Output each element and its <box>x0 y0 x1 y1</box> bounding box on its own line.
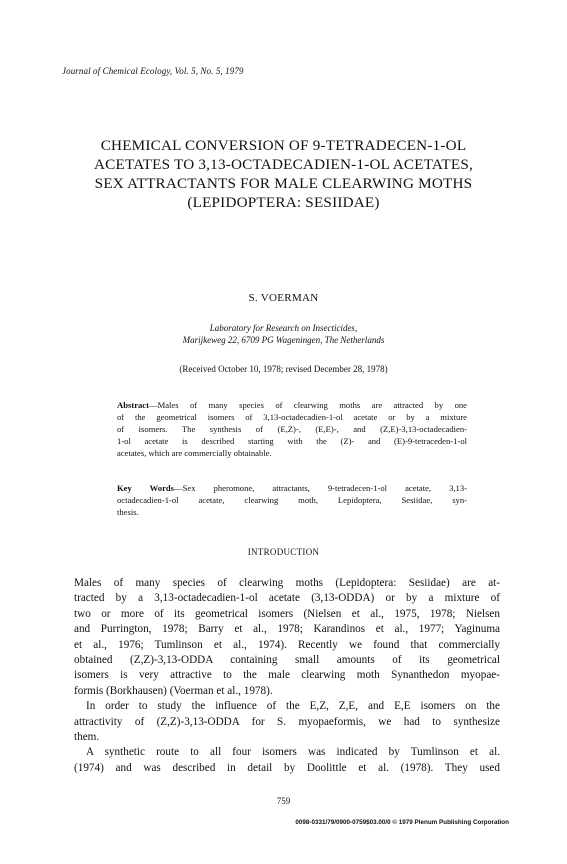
affiliation-line: Marijkeweg 22, 6709 PG Wageningen, The Netherlands <box>182 335 385 345</box>
body-text <box>74 576 500 776</box>
body-line: et al., 1976; Tumlinson et al., 1974). Recently we found that commercially <box>74 638 500 651</box>
keywords-line <box>117 482 467 494</box>
received-dates: (Received October 10, 1978; revised December 28, 1978) <box>179 364 388 374</box>
abstract-line: 1-ol acetate is described starting with the (Z)- and (E)-9-tetraceden-1-ol <box>117 436 467 446</box>
author-name: S. VOERMAN <box>248 292 319 304</box>
key-words <box>117 482 467 518</box>
article-title <box>40 136 527 212</box>
body-line: (1974) and was described in detail by Doolittle et al. (1978). They used <box>74 761 500 774</box>
keywords-line: octadecadien-1-ol acetate, clearwing moth, Lepidoptera, Sesiidae, syn- <box>117 495 467 505</box>
keywords-line: thesis. <box>117 507 139 517</box>
body-line: two or more of its geometrical isomers (Nielsen et al., 1975, 1978; Nielsen <box>74 607 500 620</box>
title-line: CHEMICAL CONVERSION OF 9-TETRADECEN-1-OL <box>100 137 467 154</box>
title-line: ACETATES TO 3,13-OCTADECADIEN-1-OL ACETATES, <box>93 156 474 173</box>
abstract-line: acetates, which are commercially obtainable. <box>117 448 272 458</box>
body-line: formis (Borkhausen) (Voerman et al., 1978). <box>74 684 273 697</box>
body-line: tracted by a 3,13-octadecadien-1-ol acetate (3,13-ODDA) or by a mixture of <box>74 592 500 605</box>
abstract-line: of the geometrical isomers of 3,13-octadecadien-1-ol acetate or by a mixture <box>117 412 467 422</box>
body-line: obtained (Z,Z)-3,13-ODDA containing small amounts of its geometrical <box>74 654 500 667</box>
abstract <box>117 399 467 459</box>
body-line: them. <box>74 731 100 744</box>
affiliation-line: Laboratory for Research on Insecticides, <box>209 323 358 333</box>
section-heading: INTRODUCTION <box>247 547 320 557</box>
abstract-label: Abstract <box>117 400 149 410</box>
abstract-line <box>117 399 467 411</box>
body-line: and Purrington, 1978; Barry et al., 1978; Karandinos et al., 1977; Yaginuma <box>74 623 500 636</box>
title-line: (LEPIDOPTERA: SESIIDAE) <box>187 194 380 211</box>
copyright-line: 0098-0331/79/0900-0759$03.00/0 © 1979 Plenum Publishing Corporation <box>295 819 509 826</box>
abstract-text: —Males of many species of clearwing moths are attracted by one <box>148 400 467 410</box>
journal-citation: Journal of Chemical Ecology, Vol. 5, No. 5, 1979 <box>62 66 244 76</box>
page-number: 759 <box>276 796 291 806</box>
body-line: Males of many species of clearwing moths (Lepidoptera: Sesiidae) are at- <box>74 577 500 589</box>
keywords-label: Key Words <box>117 483 175 493</box>
keywords-text: —Sex pheromone, attractants, 9-tetradecen-1-ol acetate, 3,13- <box>174 483 467 493</box>
abstract-line: of isomers. The synthesis of (E,Z)-, (E,E)-, and (Z,E)-3,13-octadecadien- <box>117 424 467 434</box>
body-line: attractivity of (Z,Z)-3,13-ODDA for S. myopaeformis, we had to synthesize <box>74 715 500 728</box>
title-line: SEX ATTRACTANTS FOR MALE CLEARWING MOTHS <box>94 175 473 192</box>
body-line: In order to study the influence of the E,Z, Z,E, and E,E isomers on the <box>86 700 500 713</box>
body-line: isomers is very attractive to the male clearwing moth Synanthedon myopae- <box>74 669 500 682</box>
affiliation <box>0 322 567 346</box>
body-line: A synthetic route to all four isomers was indicated by Tumlinson et al. <box>86 746 500 759</box>
